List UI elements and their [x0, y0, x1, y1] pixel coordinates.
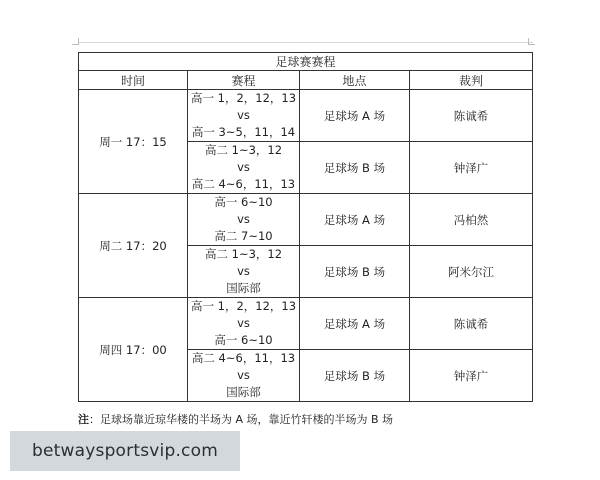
table-row: [79, 90, 533, 142]
team-b: 高一 6~10: [214, 333, 273, 347]
header-venue: 地点: [300, 71, 410, 90]
team-b: 高二 4~6，11，13: [191, 177, 296, 191]
venue-cell: 足球场 B 场: [300, 350, 410, 402]
team-b: 国际部: [226, 385, 261, 399]
venue-cell: 足球场 A 场: [300, 298, 410, 350]
header-schedule: 赛程: [188, 71, 300, 90]
referee-cell: 冯柏然: [410, 194, 533, 246]
team-a: 高一 1，2，12，13: [190, 91, 297, 105]
match-cell: [188, 142, 300, 194]
match-cell: [188, 194, 300, 246]
header-time: 时间: [79, 71, 188, 90]
page-top-edge: [78, 42, 533, 43]
watermark-link[interactable]: [10, 431, 240, 471]
match-cell: [188, 298, 300, 350]
venue-cell: 足球场 B 场: [300, 246, 410, 298]
team-a: 高二 4~6，11，13: [191, 351, 296, 365]
schedule-table: [78, 52, 533, 402]
footnote: [78, 411, 393, 427]
table-row: [79, 194, 533, 246]
day-time-cell: 周二 17：20: [79, 194, 188, 298]
footnote-text: ：足球场靠近琼华楼的半场为 A 场，靠近竹轩楼的半场为 B 场: [89, 413, 394, 426]
match-cell: [188, 350, 300, 402]
team-a: 高二 1~3，12: [204, 143, 283, 157]
corner-mark-right: [528, 38, 535, 45]
corner-mark-left: [72, 38, 79, 45]
referee-cell: 陈诚希: [410, 298, 533, 350]
vs-label: vs: [237, 108, 250, 122]
team-a: 高一 6~10: [214, 195, 273, 209]
day-time-cell: 周四 17：00: [79, 298, 188, 402]
team-b: 国际部: [226, 281, 261, 295]
watermark-text: betwaysportsvip.com: [32, 441, 218, 461]
venue-cell: 足球场 A 场: [300, 90, 410, 142]
match-cell: [188, 246, 300, 298]
vs-label: vs: [237, 368, 250, 382]
referee-cell: 阿米尔江: [410, 246, 533, 298]
vs-label: vs: [237, 212, 250, 226]
referee-cell: 钟泽广: [410, 350, 533, 402]
team-a: 高一 1，2，12，13: [190, 299, 297, 313]
team-b: 高二 7~10: [214, 229, 273, 243]
day-time-cell: 周一 17：15: [79, 90, 188, 194]
table-row: [79, 298, 533, 350]
venue-cell: 足球场 A 场: [300, 194, 410, 246]
header-referee: 裁判: [410, 71, 533, 90]
vs-label: vs: [237, 316, 250, 330]
vs-label: vs: [237, 160, 250, 174]
team-b: 高一 3~5，11，14: [191, 125, 296, 139]
footnote-label: 注: [78, 413, 89, 426]
team-a: 高二 1~3，12: [204, 247, 283, 261]
referee-cell: 陈诚希: [410, 90, 533, 142]
table-title: 足球赛赛程: [79, 53, 533, 71]
referee-cell: 钟泽广: [410, 142, 533, 194]
venue-cell: 足球场 B 场: [300, 142, 410, 194]
match-cell: [188, 90, 300, 142]
vs-label: vs: [237, 264, 250, 278]
